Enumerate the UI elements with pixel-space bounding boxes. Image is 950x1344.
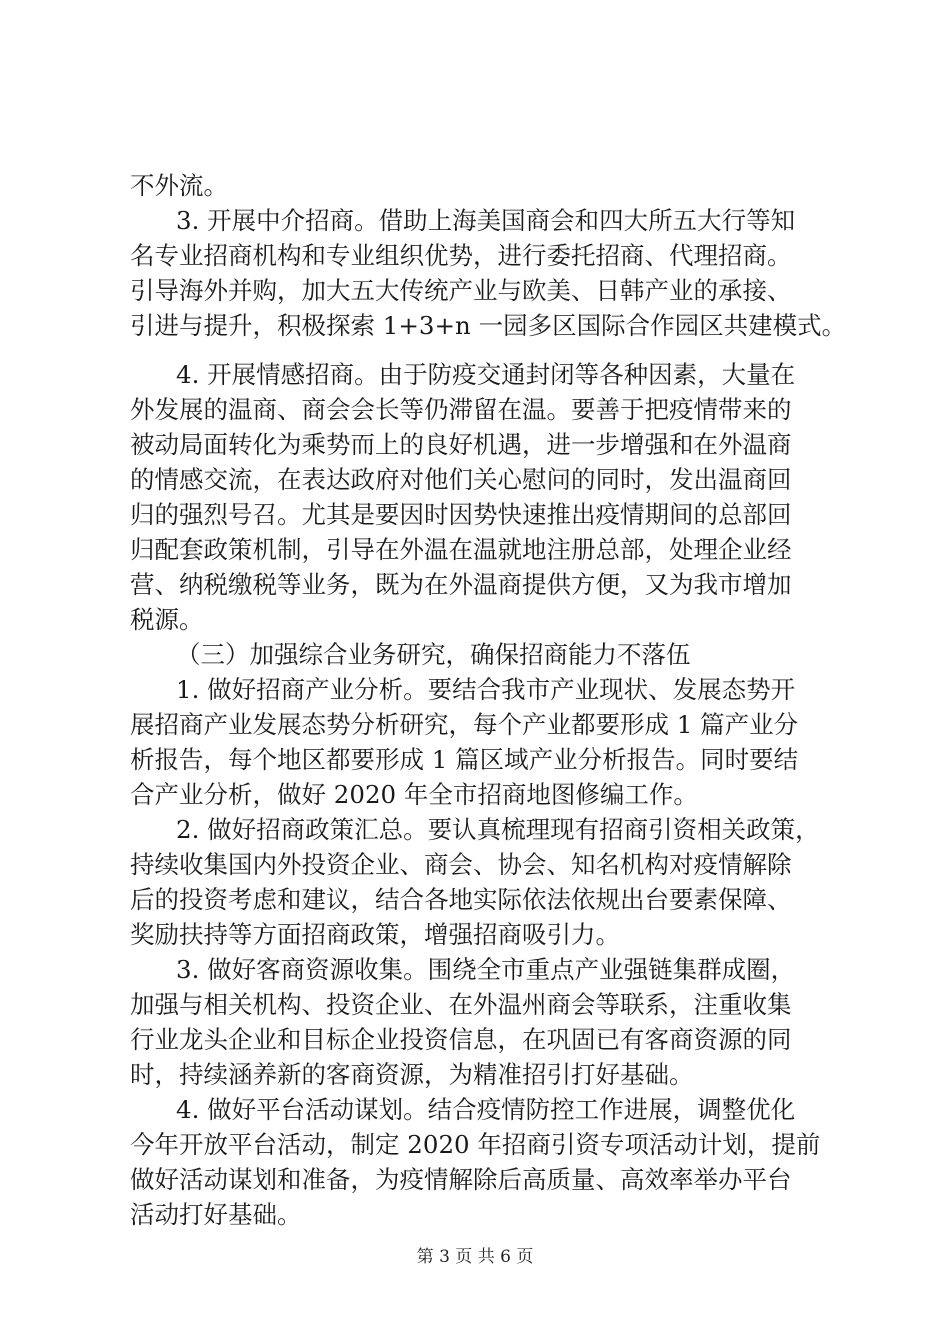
text-line: 1. 做好招商产业分析。要结合我市产业现状、发展态势开: [176, 675, 796, 704]
page-footer: 第 3 页 共 6 页: [416, 1247, 534, 1267]
text-line: 奖励扶持等方面招商政策，增强招商吸引力。: [130, 920, 620, 949]
text-line: 名专业招商机构和专业组织优势，进行委托招商、代理招商。: [130, 241, 792, 270]
text-line: 做好活动谋划和准备，为疫情解除后高质量、高效率举办平台: [130, 1165, 792, 1194]
text-line: 3. 做好客商资源收集。围绕全市重点产业强链集群成圈，: [176, 955, 796, 984]
text-line: 析报告，每个地区都要形成 1 篇区域产业分析报告。同时要结: [130, 745, 799, 774]
text-line: 加强与相关机构、投资企业、在外温州商会等联系，注重收集: [130, 990, 792, 1019]
text-line: 营、纳税缴税等业务，既为在外温商提供方便，又为我市增加: [130, 570, 792, 599]
text-line: 4. 做好平台活动谋划。结合疫情防控工作进展，调整优化: [176, 1095, 796, 1124]
text-line: 时，持续涵养新的客商资源，为精准招引打好基础。: [130, 1060, 694, 1089]
text-line: 2. 做好招商政策汇总。要认真梳理现有招商引资相关政策，: [176, 815, 820, 844]
section-heading: （三）加强综合业务研究，确保招商能力不落伍: [176, 640, 691, 669]
text-line: 展招商产业发展态势分析研究，每个产业都要形成 1 篇产业分: [130, 710, 799, 739]
text-line: 3. 开展中介招商。借助上海美国商会和四大所五大行等知: [176, 206, 796, 235]
text-line: 持续收集国内外投资企业、商会、协会、知名机构对疫情解除: [130, 850, 792, 879]
text-line: 合产业分析，做好 2020 年全市招商地图修编工作。: [130, 780, 698, 809]
text-line: 归的强烈号召。尤其是要因时因势快速推出疫情期间的总部回: [130, 500, 792, 529]
text-line: 后的投资考虑和建议，结合各地实际依法依规出台要素保障、: [130, 885, 792, 914]
text-line: 引导海外并购，加大五大传统产业与欧美、日韩产业的承接、: [130, 276, 792, 305]
text-line: 归配套政策机制，引导在外温在温就地注册总部，处理企业经: [130, 535, 792, 564]
text-line: 不外流。: [130, 171, 228, 200]
text-line: 引进与提升，积极探索 1+3+n 一园多区国际合作园区共建模式。: [130, 311, 847, 340]
text-line: 税源。: [130, 605, 204, 634]
text-line: 的情感交流，在表达政府对他们关心慰问的同时，发出温商回: [130, 465, 792, 494]
text-line: 4. 开展情感招商。由于防疫交通封闭等各种因素，大量在: [176, 360, 796, 389]
text-line: 外发展的温商、商会会长等仍滞留在温。要善于把疫情带来的: [130, 395, 792, 424]
text-line: 今年开放平台活动，制定 2020 年招商引资专项活动计划，提前: [130, 1130, 821, 1159]
text-line: 行业龙头企业和目标企业投资信息，在巩固已有客商资源的同: [130, 1025, 792, 1054]
text-line: 活动打好基础。: [130, 1200, 302, 1229]
text-line: 被动局面转化为乘势而上的良好机遇，进一步增强和在外温商: [130, 430, 792, 459]
